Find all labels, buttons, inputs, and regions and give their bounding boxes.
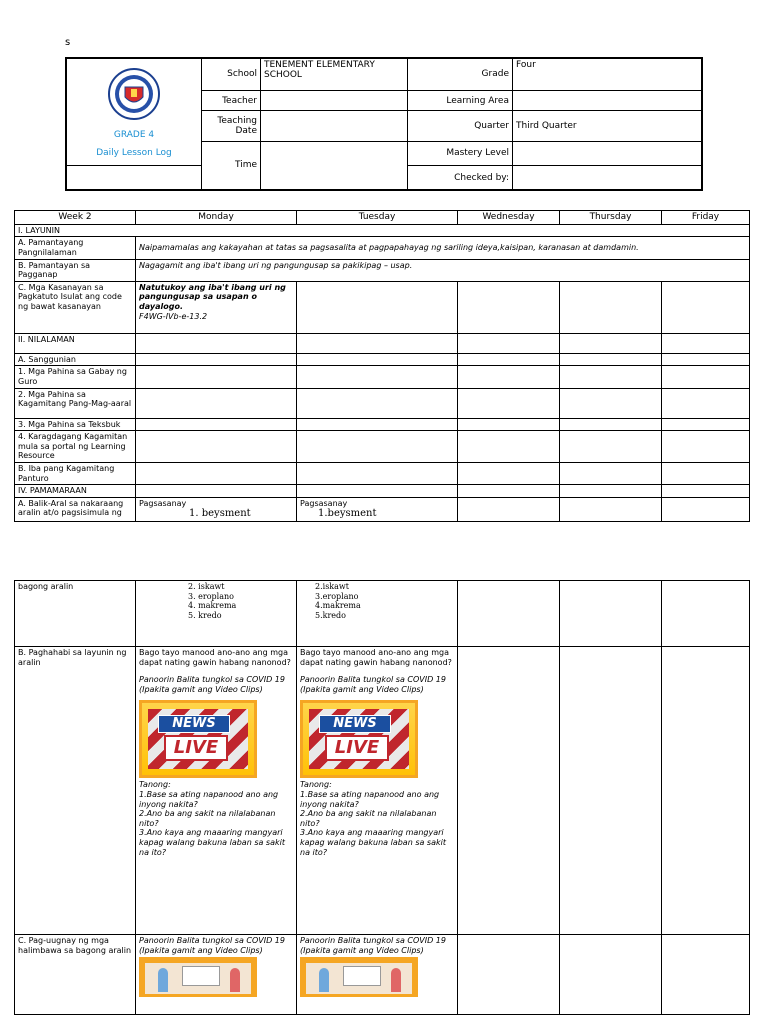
cell xyxy=(136,353,297,366)
panoorin: Panoorin Balita tungkol sa COVID 19 xyxy=(300,675,446,685)
nilalaman-heading: II. NILALAMAN xyxy=(15,333,136,353)
b2-tuesday xyxy=(297,647,458,935)
cell xyxy=(136,366,297,388)
ipakita: (Ipakita gamit ang Video Clips) xyxy=(300,684,424,694)
col-thursday: Thursday xyxy=(560,211,662,225)
cell xyxy=(662,418,750,431)
cell xyxy=(136,485,297,498)
b-text: Nagagamit ang iba't ibang uri ng pangungusap sa pakikipag – usap. xyxy=(136,259,750,281)
cell xyxy=(662,353,750,366)
word-1: 1.beysment xyxy=(318,508,377,520)
teaching-date-value xyxy=(261,111,408,141)
header-table xyxy=(65,57,703,191)
r1-label: 1. Mga Pahina sa Gabay ng Guro xyxy=(15,366,136,388)
cell xyxy=(458,647,560,935)
q3: 3.Ano kaya ang maaaring mangyari kapag walang bakuna laban sa sakit na ito? xyxy=(139,828,285,857)
cell xyxy=(136,388,297,418)
word: 5.kredo xyxy=(315,610,346,620)
question: Bago tayo manood ano-ano ang mga dapat nating gawin habang nanonod? xyxy=(139,648,291,667)
cell xyxy=(458,431,560,463)
news-label: NEWS xyxy=(158,715,230,733)
cell xyxy=(662,497,750,522)
word: 4.makrema xyxy=(315,601,361,611)
cell xyxy=(297,353,458,366)
word: 2. iskawt xyxy=(188,582,225,591)
q1: 1.Base sa ating napanood ano ang inyong nakita? xyxy=(139,789,279,809)
teaching-date-label: Teaching Date xyxy=(202,111,261,141)
cell xyxy=(560,581,662,647)
c-code: F4WG-IVb-e-13.2 xyxy=(139,311,208,321)
cell xyxy=(297,388,458,418)
tanong: Tanong: xyxy=(300,780,332,790)
cell xyxy=(560,462,662,484)
word: 3.eroplano xyxy=(315,591,359,601)
cell xyxy=(297,333,458,353)
live-label: LIVE xyxy=(325,735,389,761)
checked-value xyxy=(513,166,703,190)
layunin-heading: I. LAYUNIN xyxy=(15,224,750,237)
time-label: Time xyxy=(202,141,261,190)
cell xyxy=(560,485,662,498)
cell xyxy=(458,418,560,431)
r3-label: 3. Mga Pahina sa Teksbuk xyxy=(15,418,136,431)
panoorin: Panoorin Balita tungkol sa COVID 19 xyxy=(139,675,285,685)
cell xyxy=(297,418,458,431)
pagsasanay-label: Pagsasanay xyxy=(300,498,348,508)
cell xyxy=(297,485,458,498)
school-label: School xyxy=(202,58,261,90)
b2-monday xyxy=(136,647,297,935)
balik-label: A. Balik-Aral sa nakaraang aralin at/o pagsisimula ng xyxy=(15,497,136,522)
cell xyxy=(297,281,458,333)
time-value xyxy=(261,141,408,190)
cell xyxy=(458,333,560,353)
ipakita: (Ipakita gamit ang Video Clips) xyxy=(300,945,424,955)
col-week: Week 2 xyxy=(15,211,136,225)
cell xyxy=(662,462,750,484)
dll-text: Daily Lesson Log xyxy=(96,147,172,158)
col-friday: Friday xyxy=(662,211,750,225)
cell xyxy=(560,281,662,333)
cell xyxy=(662,388,750,418)
grade-logo-text: GRADE 4 xyxy=(113,129,155,140)
grade-value: Four xyxy=(513,58,703,90)
question: Bago tayo manood ano-ano ang mga dapat nating gawin habang nanonod? xyxy=(300,648,452,667)
logo-spacer xyxy=(66,166,202,190)
cell xyxy=(458,462,560,484)
cell xyxy=(560,333,662,353)
b-label: B. Pamantayan sa Pagganap xyxy=(15,259,136,281)
cell xyxy=(560,497,662,522)
sanggunian-label: A. Sanggunian xyxy=(15,353,136,366)
cell xyxy=(458,366,560,388)
q3: 3.Ano kaya ang maaaring mangyari kapag walang bakuna laban sa sakit na ito? xyxy=(300,828,446,857)
teacher-label: Teacher xyxy=(202,90,261,110)
cell xyxy=(662,935,750,1015)
monday-words xyxy=(136,581,297,647)
q2: 2.Ano ba ang sakit na nilalabanan nito? xyxy=(139,809,276,828)
cell xyxy=(662,647,750,935)
cell xyxy=(458,497,560,522)
c2-monday xyxy=(136,935,297,1015)
c-text: Natutukoy ang iba't ibang uri ng pangungusap sa usapan o dayalogo. xyxy=(139,282,286,311)
cell xyxy=(662,581,750,647)
word: 5. kredo xyxy=(188,610,222,620)
col-tuesday: Tuesday xyxy=(297,211,458,225)
cell xyxy=(662,485,750,498)
cell xyxy=(560,418,662,431)
cell xyxy=(662,281,750,333)
news-live-image xyxy=(139,700,257,778)
word: 2.iskawt xyxy=(315,582,349,591)
news-live-image xyxy=(300,700,418,778)
news-label: NEWS xyxy=(319,715,391,733)
cell xyxy=(662,333,750,353)
quarter-label: Quarter xyxy=(408,111,513,141)
cell xyxy=(136,431,297,463)
cell xyxy=(297,431,458,463)
cell xyxy=(458,485,560,498)
deped-seal-icon xyxy=(107,67,161,121)
cell xyxy=(136,462,297,484)
cell xyxy=(662,431,750,463)
quarter-value: Third Quarter xyxy=(513,111,703,141)
logo-cell xyxy=(66,58,202,166)
word: 3. eroplano xyxy=(188,591,234,601)
classroom-image xyxy=(300,957,418,997)
cell xyxy=(136,418,297,431)
ipakita: (Ipakita gamit ang Video Clips) xyxy=(139,684,263,694)
q1: 1.Base sa ating napanood ano ang inyong nakita? xyxy=(300,789,440,809)
panoorin: Panoorin Balita tungkol sa COVID 19 xyxy=(300,936,446,945)
cell xyxy=(560,353,662,366)
teacher-value xyxy=(261,90,408,110)
c-monday-cell xyxy=(136,281,297,333)
cell xyxy=(560,366,662,388)
balik-tuesday xyxy=(297,497,458,522)
c2-tuesday xyxy=(297,935,458,1015)
cell xyxy=(560,388,662,418)
cell xyxy=(458,388,560,418)
cell xyxy=(458,353,560,366)
grade-label: Grade xyxy=(408,58,513,90)
cell xyxy=(662,366,750,388)
cell xyxy=(458,281,560,333)
cell xyxy=(560,935,662,1015)
pagsasanay-label: Pagsasanay xyxy=(139,498,187,508)
c-label: C. Mga Kasanayan sa Pagkatuto Isulat ang code ng bawat kasanayan xyxy=(15,281,136,333)
learning-area-label: Learning Area xyxy=(408,90,513,110)
bagong-label: bagong aralin xyxy=(15,581,136,647)
mastery-value xyxy=(513,141,703,165)
cell xyxy=(297,366,458,388)
r4-label: 4. Karagdagang Kagamitan mula sa portal ng Learning Resource xyxy=(15,431,136,463)
col-wednesday: Wednesday xyxy=(458,211,560,225)
word: 4. makrema xyxy=(188,601,237,611)
cell xyxy=(560,647,662,935)
top-mark: s xyxy=(65,37,71,48)
ipakita: (Ipakita gamit ang Video Clips) xyxy=(139,945,263,955)
school-value: TENEMENT ELEMENTARY SCHOOL xyxy=(261,58,408,90)
lesson-table-page-1 xyxy=(14,210,750,522)
balik-monday xyxy=(136,497,297,522)
mastery-label: Mastery Level xyxy=(408,141,513,165)
tanong: Tanong: xyxy=(139,780,171,790)
rb-label: B. Iba pang Kagamitang Panturo xyxy=(15,462,136,484)
col-monday: Monday xyxy=(136,211,297,225)
c2-label: C. Pag-uugnay ng mga halimbawa sa bagong aralin xyxy=(15,935,136,1015)
r2-label: 2. Mga Pahina sa Kagamitang Pang-Mag-aaral xyxy=(15,388,136,418)
lesson-table-page-2 xyxy=(14,580,750,1015)
live-label: LIVE xyxy=(164,735,228,761)
q2: 2.Ano ba ang sakit na nilalabanan nito? xyxy=(300,809,437,828)
cell xyxy=(136,333,297,353)
tuesday-words xyxy=(297,581,458,647)
b2-label: B. Paghahabi sa layunin ng aralin xyxy=(15,647,136,935)
cell xyxy=(297,462,458,484)
pamamaraan-heading: IV. PAMAMARAAN xyxy=(15,485,136,498)
word-1: 1. beysment xyxy=(189,508,251,520)
classroom-image xyxy=(139,957,257,997)
cell xyxy=(560,431,662,463)
a-label: A. Pamantayang Pangnilalaman xyxy=(15,237,136,259)
panoorin: Panoorin Balita tungkol sa COVID 19 xyxy=(139,936,285,945)
cell xyxy=(458,581,560,647)
checked-label: Checked by: xyxy=(408,166,513,190)
learning-area-value xyxy=(513,90,703,110)
cell xyxy=(458,935,560,1015)
a-text: Naipamamalas ang kakayahan at tatas sa pagsasalita at pagpapahayag ng sariling ideya,kaisipan, karanasan at damdamin. xyxy=(136,237,750,259)
